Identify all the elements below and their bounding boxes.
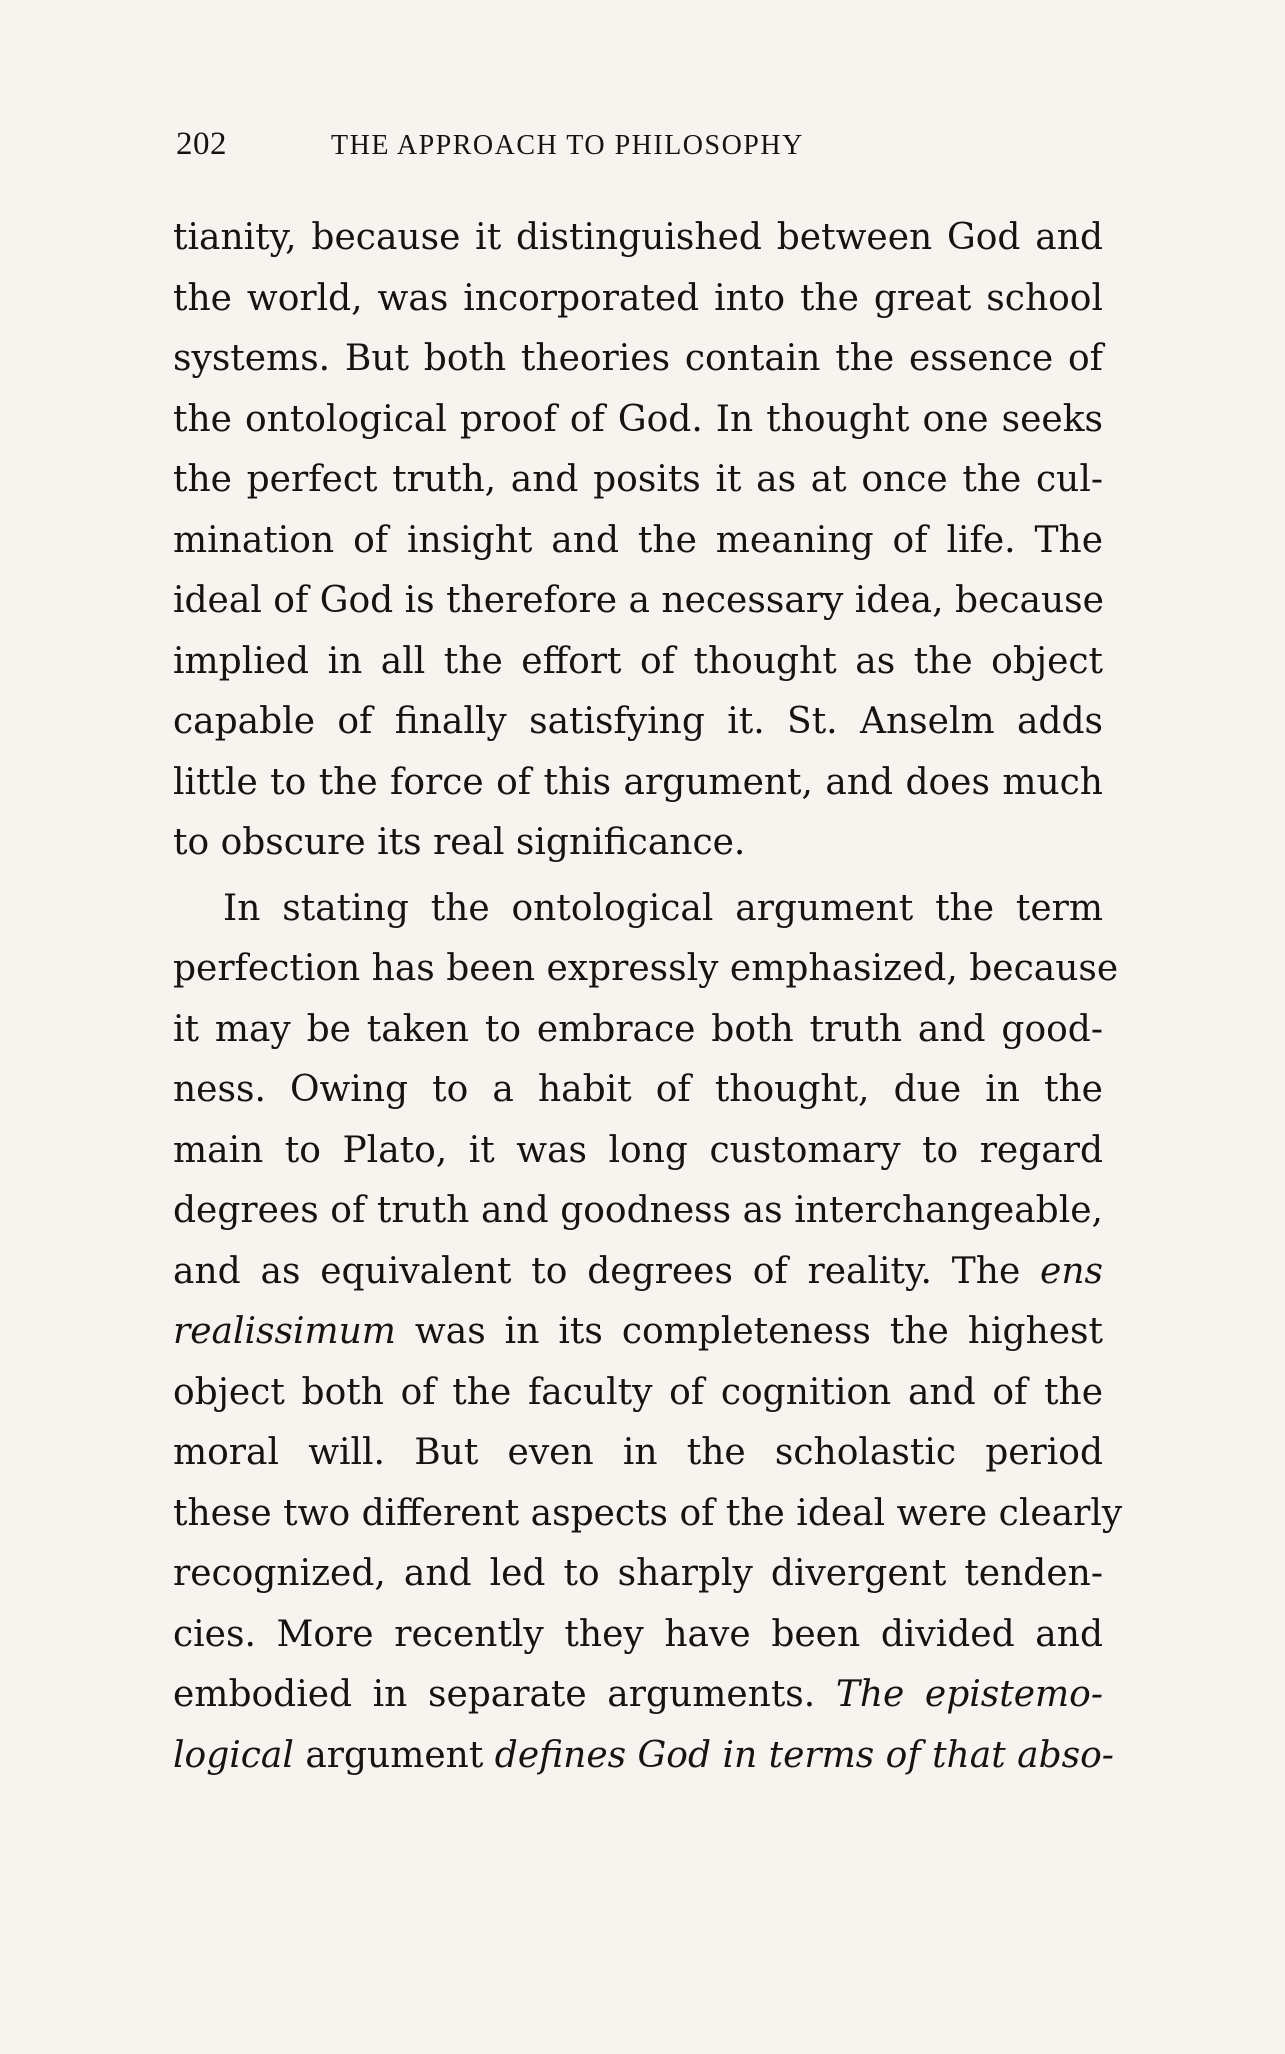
text-segment: embodied in separate arguments. bbox=[173, 1674, 836, 1715]
text-line bbox=[173, 1544, 1103, 1605]
text-line bbox=[173, 753, 1103, 814]
text-segment: perfection has been expressly emphasized, because bbox=[173, 948, 1119, 989]
text-line bbox=[173, 1726, 1114, 1787]
text-line bbox=[173, 813, 1103, 874]
paragraph bbox=[173, 208, 1103, 874]
text-line bbox=[173, 511, 1103, 572]
italic-text: realissimum bbox=[173, 1311, 396, 1352]
text-line bbox=[173, 939, 1119, 1000]
text-segment: main to Plato, it was long customary to regard bbox=[173, 1129, 1103, 1171]
text-line bbox=[173, 571, 1103, 632]
text-line bbox=[173, 1181, 1103, 1242]
text-segment: cies. More recently they have been divided and bbox=[173, 1613, 1103, 1655]
italic-text: defines God in terms of that abso- bbox=[494, 1734, 1114, 1776]
italic-text: ens bbox=[1040, 1250, 1103, 1292]
text-line bbox=[173, 1060, 1103, 1121]
text-segment: implied in all the effort of thought as the object bbox=[173, 640, 1103, 682]
text-segment: the ontological proof of God. In thought one seeks bbox=[173, 398, 1103, 440]
text-segment: argument bbox=[293, 1734, 495, 1776]
text-segment: the perfect truth, and posits it as at once the cul- bbox=[173, 459, 1103, 500]
text-segment: ness. Owing to a habit of thought, due in the bbox=[173, 1069, 1103, 1110]
text-segment: the world, was incorporated into the great school bbox=[173, 277, 1103, 319]
text-segment: In stating the ontological argument the term bbox=[223, 887, 1103, 929]
text-segment: was in its completeness the highest bbox=[395, 1311, 1103, 1352]
text-line bbox=[173, 390, 1103, 451]
running-head: THE APPROACH TO PHILOSOPHY bbox=[331, 130, 804, 161]
text-segment: to obscure its real significance. bbox=[173, 822, 746, 863]
text-segment: mination of insight and the meaning of life. The bbox=[173, 519, 1103, 561]
text-line bbox=[173, 879, 1103, 940]
italic-text: logical bbox=[173, 1734, 294, 1776]
text-line bbox=[173, 1665, 1103, 1726]
text-line bbox=[173, 1605, 1103, 1666]
text-line bbox=[173, 1121, 1103, 1182]
text-segment: it may be taken to embrace both truth and good- bbox=[173, 1008, 1103, 1050]
text-line bbox=[173, 208, 1103, 269]
text-segment: tianity, because it distinguished between God and bbox=[173, 217, 1103, 258]
text-line bbox=[173, 1484, 1123, 1545]
text-line bbox=[173, 450, 1103, 511]
text-line bbox=[173, 1000, 1103, 1061]
text-segment: recognized, and led to sharply divergent tenden- bbox=[173, 1553, 1103, 1594]
text-segment: moral will. But even in the scholastic period bbox=[173, 1432, 1103, 1473]
page-number: 202 bbox=[176, 126, 227, 162]
text-line bbox=[173, 1302, 1103, 1363]
text-segment: systems. But both theories contain the essence of bbox=[173, 338, 1103, 379]
text-line bbox=[173, 1363, 1103, 1424]
paragraph bbox=[173, 879, 1123, 1787]
text-segment: and as equivalent to degrees of reality. The bbox=[173, 1250, 1041, 1292]
text-segment: capable of finally satisfying it. St. Anselm adds bbox=[173, 701, 1103, 742]
text-segment: little to the force of this argument, and does much bbox=[173, 761, 1103, 803]
text-line bbox=[173, 329, 1103, 390]
italic-text: The epistemo- bbox=[835, 1674, 1103, 1715]
text-segment: these two different aspects of the ideal were clearly bbox=[173, 1492, 1123, 1534]
text-line bbox=[173, 632, 1103, 693]
page-header bbox=[176, 126, 1116, 176]
text-segment: degrees of truth and goodness as interchangeable, bbox=[173, 1190, 1103, 1231]
text-segment: object both of the faculty of cognition and of the bbox=[173, 1371, 1103, 1413]
text-line bbox=[173, 692, 1103, 753]
body-text bbox=[173, 208, 1123, 1786]
text-line bbox=[173, 269, 1103, 330]
text-line bbox=[173, 1242, 1103, 1303]
text-line bbox=[173, 1423, 1103, 1484]
text-segment: ideal of God is therefore a necessary idea, because bbox=[173, 580, 1104, 621]
